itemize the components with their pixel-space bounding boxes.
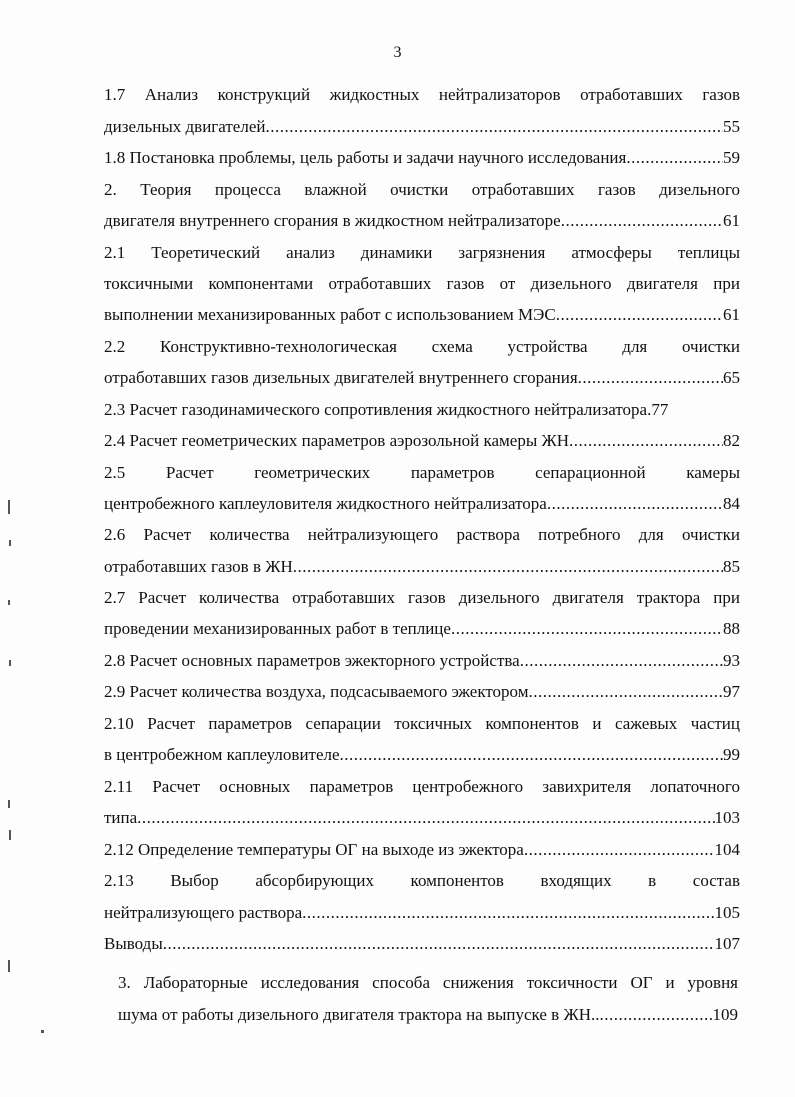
toc-line-text: выполнении механизированных работ с использованием МЭС (104, 305, 556, 324)
toc-line: 2.2 Конструктивно-технологическая схема устройства для очистки (104, 337, 740, 356)
toc-line-text: нейтрализующего раствора (104, 903, 303, 922)
toc-page-ref: 59 (723, 148, 740, 167)
leader-dots (556, 304, 723, 326)
toc-entry-last-line (104, 618, 740, 640)
leader-dots (578, 367, 723, 389)
scan-artifact (9, 660, 11, 666)
toc-line-text: центробежного каплеуловителя жидкостного нейтрализатора (104, 494, 547, 513)
toc-line: 2.13 Выбор абсорбирующих компонентов входящих в состав (104, 871, 740, 890)
toc-entry-last-line (104, 210, 740, 232)
leader-dots (626, 147, 723, 169)
toc-line-text: 2.12 Определение температуры ОГ на выходе из эжектора (104, 840, 524, 859)
toc-line: 2.1 Теоретический анализ динамики загрязнения атмосферы теплицы (104, 243, 740, 262)
leader-dots (547, 493, 723, 515)
toc-page-ref: 104 (714, 840, 740, 859)
scan-artifact (9, 540, 11, 546)
toc-line-text: отработавших газов дизельных двигателей внутреннего сгорания (104, 368, 578, 387)
scan-artifact (8, 600, 10, 605)
leader-dots (451, 618, 723, 640)
leader-dots (520, 650, 723, 672)
leader-dots (599, 1004, 712, 1026)
toc-line: токсичными компонентами отработавших газов от дизельного двигателя при (104, 274, 740, 293)
toc-entry-last-line (104, 556, 740, 578)
toc-line-text: Выводы (104, 934, 163, 953)
toc-page-ref: 107 (714, 934, 740, 953)
toc-entry-last-line (104, 933, 740, 955)
toc-entry-last-line (104, 430, 740, 452)
toc-page-ref: 93 (723, 651, 740, 670)
toc-page-ref: 105 (714, 903, 740, 922)
scan-artifact (41, 1030, 44, 1033)
scan-artifact (9, 830, 11, 840)
toc-entry-last-line (104, 367, 740, 389)
toc-entry-last-line (104, 839, 740, 861)
leader-dots (340, 744, 723, 766)
toc-line-text: отработавших газов в ЖН (104, 557, 293, 576)
toc-page-ref: 85 (723, 557, 740, 576)
toc-line: 2.10 Расчет параметров сепарации токсичных компонентов и сажевых частиц (104, 714, 740, 733)
leader-dots (293, 556, 723, 578)
leader-dots (529, 681, 724, 703)
toc-entry-last-line (104, 147, 740, 169)
toc-line-text: 2.4 Расчет геометрических параметров аэрозольной камеры ЖН (104, 431, 570, 450)
toc-line: 2.5 Расчет геометрических параметров сепарационной камеры (104, 463, 740, 482)
scan-artifact (8, 960, 10, 972)
leader-dots (163, 933, 715, 955)
toc-line-text: 2.8 Расчет основных параметров эжекторного устройства (104, 651, 520, 670)
toc-line: 2.7 Расчет количества отработавших газов дизельного двигателя трактора при (104, 588, 740, 607)
leader-dots (137, 807, 714, 829)
toc-entry-last-line (118, 1004, 738, 1026)
toc-page-ref: 55 (723, 117, 740, 136)
toc-line: 2. Теория процесса влажной очистки отработавших газов дизельного (104, 180, 740, 199)
toc-page-ref: 61 (723, 305, 740, 324)
toc-entry-last-line (104, 744, 740, 766)
toc-page-ref: 82 (723, 431, 740, 450)
toc-page-ref: 97 (723, 682, 740, 701)
toc-line: 2.6 Расчет количества нейтрализующего раствора потребного для очистки (104, 525, 740, 544)
toc-line: 3. Лабораторные исследования способа снижения токсичности ОГ и уровня (118, 973, 738, 992)
toc-line-text: двигателя внутреннего сгорания в жидкостном нейтрализаторе (104, 211, 561, 230)
toc-line-text: 2.3 Расчет газодинамического сопротивления жидкостного нейтрализатора. (104, 400, 652, 419)
toc-line-text: 2.9 Расчет количества воздуха, подсасываемого эжектором (104, 682, 529, 701)
toc-page-ref: 103 (714, 808, 740, 827)
toc-line: 2.11 Расчет основных параметров центробежного завихрителя лопаточного (104, 777, 740, 796)
toc-line-text: типа (104, 808, 138, 827)
toc-line-text: в центробежном каплеуловителе (104, 745, 340, 764)
toc-page-ref: 84 (723, 494, 740, 513)
page-number: 3 (393, 44, 402, 61)
leader-dots (302, 902, 714, 924)
leader-dots (265, 116, 723, 138)
toc-entry-last-line (104, 902, 740, 924)
toc-line-text: проведении механизированных работ в теплице (104, 619, 451, 638)
toc-page-ref: 65 (723, 368, 740, 387)
toc-entry-last-line (104, 681, 740, 703)
toc-entry-last-line (104, 116, 740, 138)
toc-page-ref: 99 (723, 745, 740, 764)
scan-artifact (8, 800, 10, 808)
toc-entry-last-line (104, 399, 740, 421)
toc-entry-last-line (104, 650, 740, 672)
toc-page-ref: 77 (651, 400, 669, 419)
leader-dots (524, 839, 715, 861)
toc-line-text: дизельных двигателей (104, 117, 266, 136)
toc-line: 1.7 Анализ конструкций жидкостных нейтрализаторов отработавших газов (104, 85, 740, 104)
toc-line-text: 1.8 Постановка проблемы, цель работы и задачи научного исследования (104, 148, 627, 167)
leader-dots (561, 210, 723, 232)
toc-page-ref: 109 (712, 1005, 738, 1024)
toc-line-text: шума от работы дизельного двигателя трактора на выпуске в ЖН.. (118, 1005, 600, 1024)
toc-entry-last-line (104, 493, 740, 515)
toc-entry-last-line (104, 807, 740, 829)
toc-page-ref: 61 (723, 211, 740, 230)
scan-artifact (8, 500, 10, 514)
leader-dots (569, 430, 723, 452)
toc-page-ref: 88 (723, 619, 740, 638)
toc-entry-last-line (104, 304, 740, 326)
